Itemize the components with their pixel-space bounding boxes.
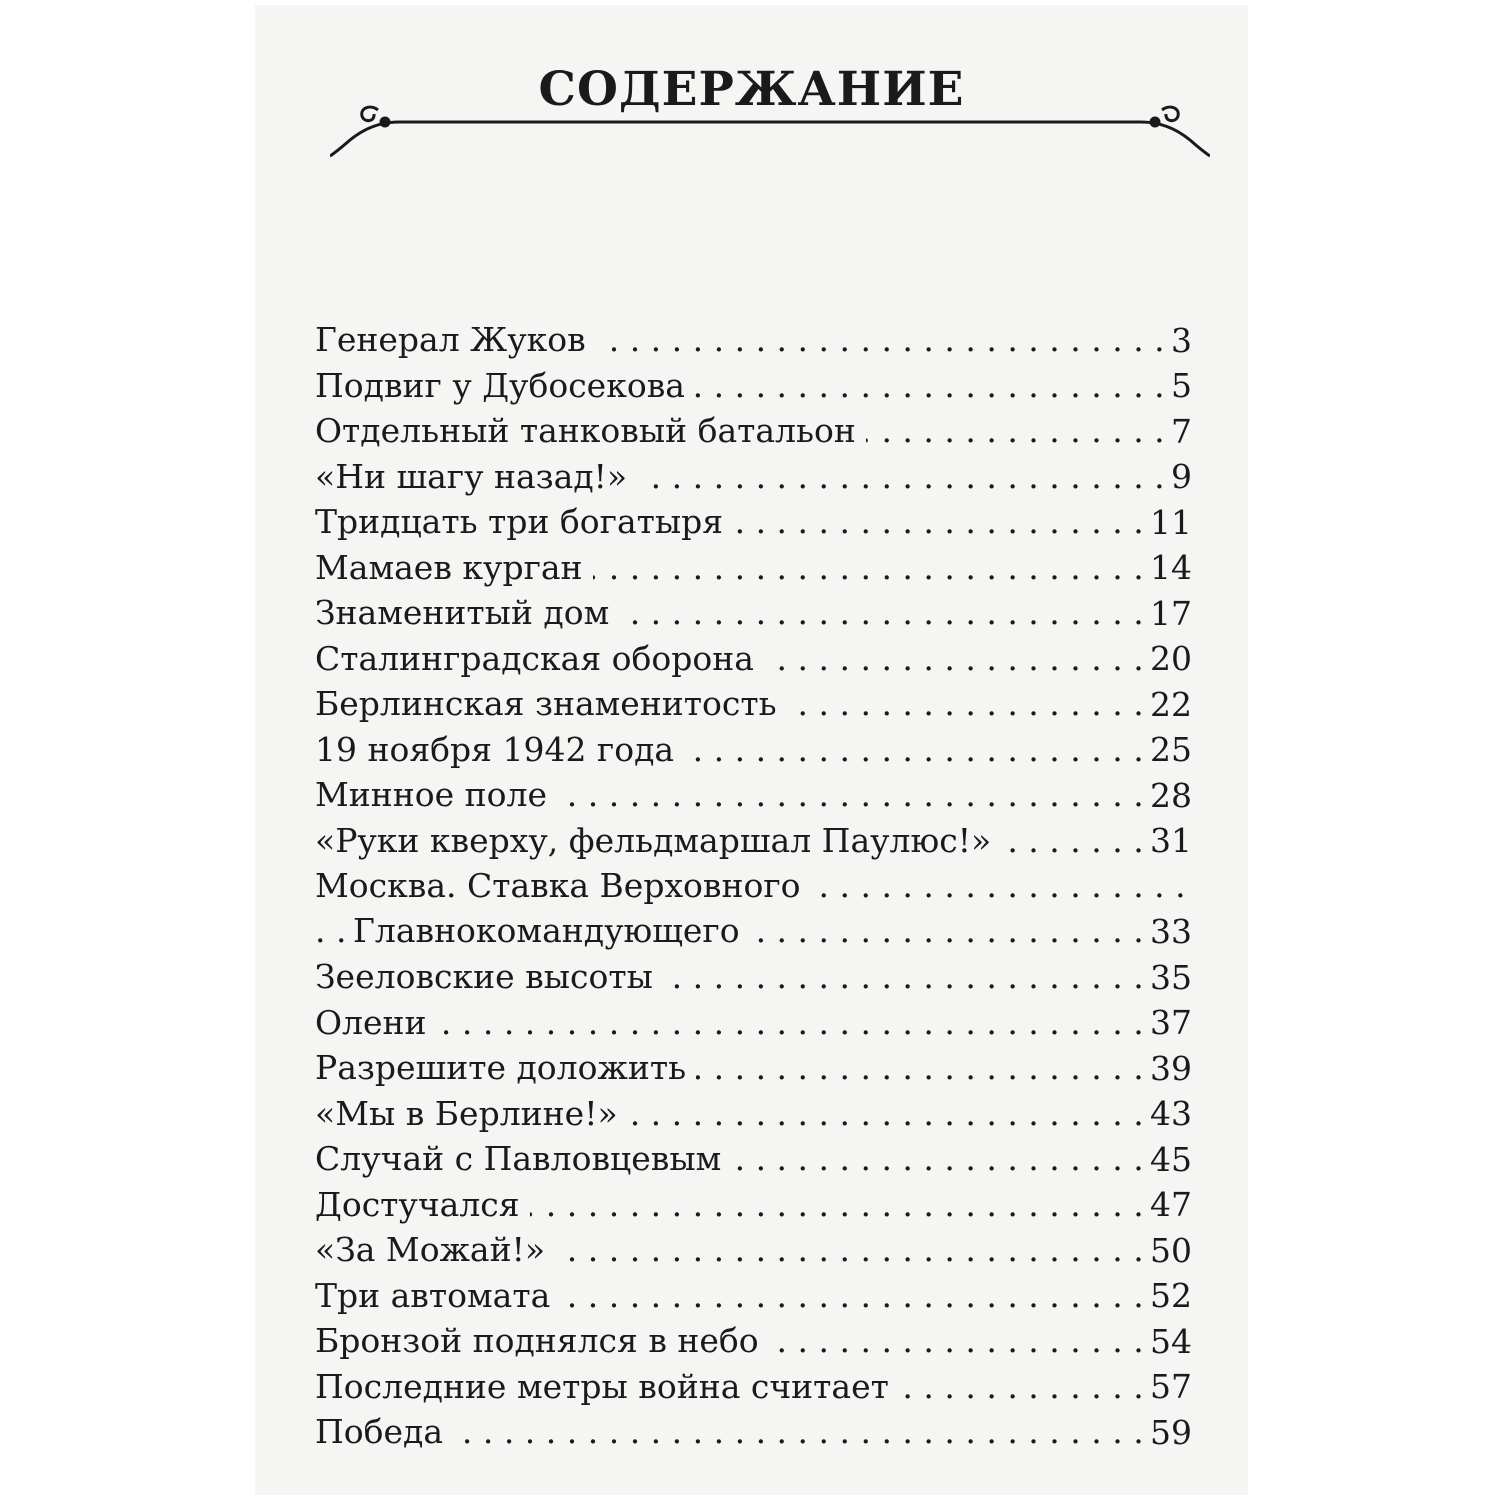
toc-entry-title: «Ни шагу назад!» — [315, 454, 637, 499]
toc-entry-title: Москва. Ставка Верховного — [315, 863, 811, 908]
toc-entry-title: Бронзой поднялся в небо — [315, 1318, 769, 1363]
toc-entry-title: Знаменитый дом — [315, 590, 619, 635]
left-flourish-icon — [330, 107, 400, 156]
toc-entry-page: 22 — [1148, 682, 1192, 727]
toc-entry — [315, 1182, 1192, 1228]
toc-entry-page: 35 — [1148, 955, 1192, 1000]
toc-entry — [315, 499, 1192, 545]
toc-entry-page: 57 — [1148, 1364, 1192, 1409]
toc-entry — [315, 1273, 1192, 1319]
toc-entry — [315, 1318, 1192, 1364]
toc-entry — [315, 772, 1192, 818]
toc-entry-page: 54 — [1148, 1319, 1192, 1364]
toc-entry — [315, 1045, 1192, 1091]
toc-entry — [315, 863, 1192, 954]
toc-entry — [315, 636, 1192, 682]
toc-entry-page: 28 — [1148, 773, 1192, 818]
toc-entry-title: Тридцать три богатыря — [315, 499, 733, 544]
toc-entry — [315, 1227, 1192, 1273]
toc-entry-page: 17 — [1148, 591, 1192, 636]
toc-entry-page: 43 — [1148, 1091, 1192, 1136]
toc-entry-title: 19 ноября 1942 года — [315, 727, 684, 772]
toc-entry-title: Победа — [315, 1409, 453, 1454]
toc-entry-page: 25 — [1148, 727, 1192, 772]
toc-entry — [315, 1000, 1192, 1046]
table-of-contents — [315, 317, 1192, 1455]
toc-entry-page: 3 — [1169, 318, 1192, 363]
toc-entry — [315, 954, 1192, 1000]
toc-entry-title: Достучался — [315, 1182, 530, 1227]
ornament-divider — [330, 98, 1210, 162]
toc-entry-title: Подвиг у Дубосекова — [315, 363, 695, 408]
toc-entry-page: 9 — [1169, 454, 1192, 499]
toc-entry-title: «Мы в Берлине!» — [315, 1091, 628, 1136]
toc-entry-page: 50 — [1148, 1228, 1192, 1273]
toc-entry-page: 5 — [1169, 363, 1192, 408]
toc-entry — [315, 408, 1192, 454]
toc-entry-page: 20 — [1148, 636, 1192, 681]
toc-entry-title: Три автомата — [315, 1273, 560, 1318]
toc-entry — [315, 545, 1192, 591]
toc-entry — [315, 1409, 1192, 1455]
toc-entry-page: 52 — [1148, 1273, 1192, 1318]
toc-entry-title: «Руки кверху, фельдмаршал Паулюс!» — [315, 818, 1001, 863]
toc-entry-page: 47 — [1148, 1182, 1192, 1227]
toc-entry-title: Генерал Жуков — [315, 317, 596, 362]
toc-entry — [315, 681, 1192, 727]
toc-entry-title: Сталинградская оборона — [315, 636, 764, 681]
toc-entry-page: 33 — [1148, 909, 1192, 954]
toc-entry — [315, 1364, 1192, 1410]
toc-entry-page: 14 — [1148, 545, 1192, 590]
toc-entry — [315, 454, 1192, 500]
toc-entry — [315, 1136, 1192, 1182]
toc-entry — [315, 590, 1192, 636]
toc-entry-title: Берлинская знаменитость — [315, 681, 787, 726]
toc-entry-title: Последние метры война считает — [315, 1364, 899, 1409]
toc-entry-title: Мамаев курган — [315, 545, 593, 590]
book-page — [255, 5, 1248, 1495]
toc-entry-title: Разрешите доложить — [315, 1045, 696, 1090]
toc-entry-title: «За Можай!» — [315, 1227, 555, 1272]
toc-entry-page: 31 — [1148, 818, 1192, 863]
toc-entry-title: Отдельный танковый батальон — [315, 408, 866, 453]
toc-entry — [315, 317, 1192, 363]
toc-entry — [315, 1091, 1192, 1137]
toc-entry-title: Минное поле — [315, 772, 557, 817]
toc-entry-title-continued: Главнокомандующего — [353, 908, 750, 953]
toc-entry-page: 59 — [1148, 1410, 1192, 1455]
toc-entry-title: Случай с Павловцевым — [315, 1136, 731, 1181]
toc-entry — [315, 818, 1192, 864]
toc-entry-page: 11 — [1148, 500, 1192, 545]
toc-entry-page: 45 — [1148, 1137, 1192, 1182]
toc-entry-page: 39 — [1148, 1046, 1192, 1091]
toc-entry-title: Олени — [315, 1000, 437, 1045]
toc-entry — [315, 363, 1192, 409]
right-flourish-icon — [1140, 107, 1210, 156]
page-title: СОДЕРЖАНИЕ — [538, 62, 965, 117]
toc-entry — [315, 727, 1192, 773]
toc-entry-page: 7 — [1169, 409, 1192, 454]
toc-entry-title: Зееловские высоты — [315, 954, 663, 999]
toc-entry-page: 37 — [1148, 1000, 1192, 1045]
